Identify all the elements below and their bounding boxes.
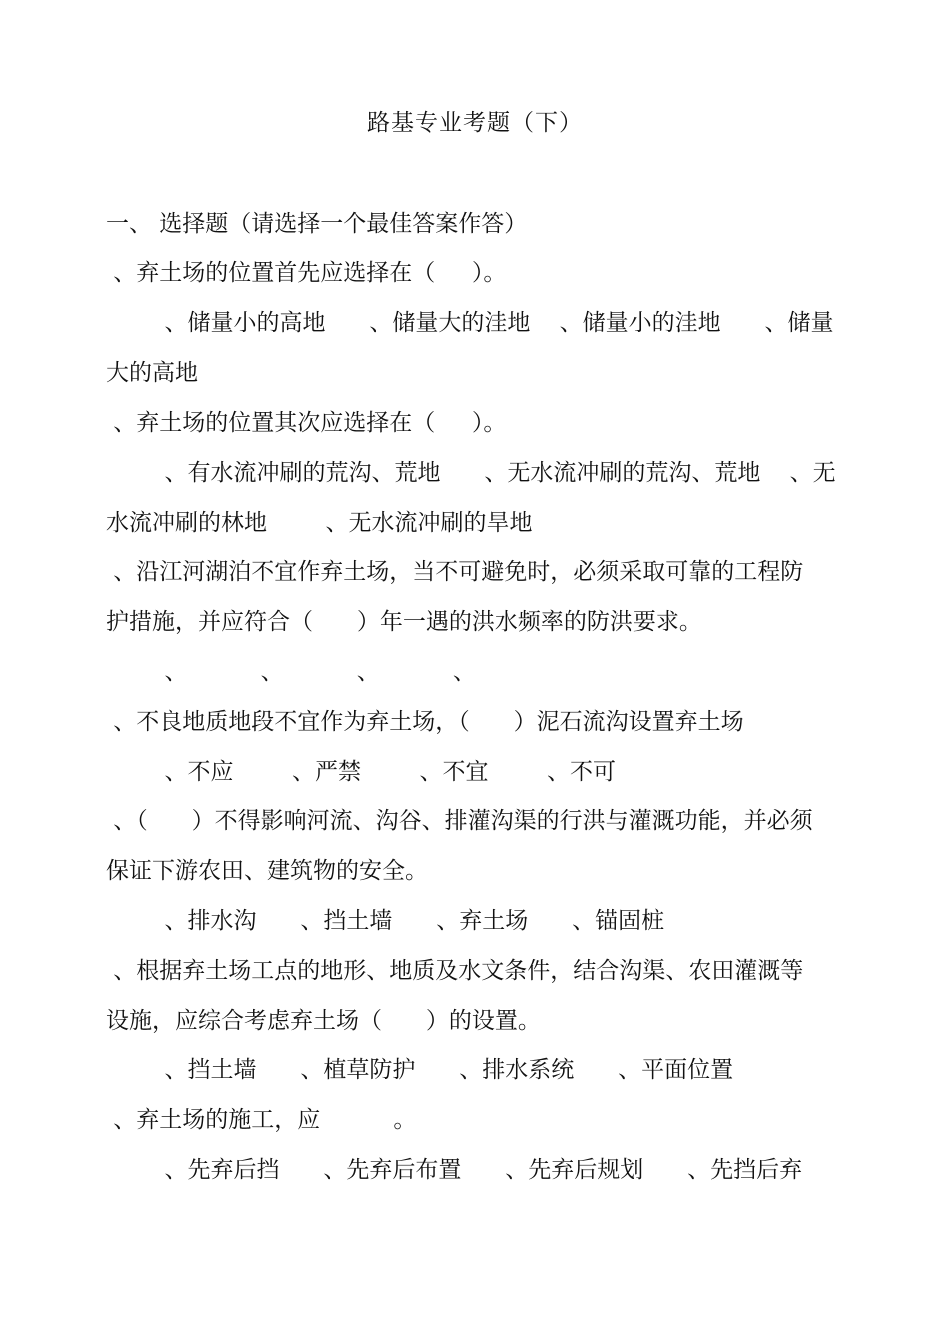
question-7-options-line-1: 、先弃后挡 、先弃后布置 、先弃后规划 、先挡后弃 bbox=[106, 1157, 803, 1183]
question-6-options-line-1: 、挡土墙 、植草防护 、排水系统 、平面位置 bbox=[106, 1057, 734, 1083]
question-5-stem-line-1: 、（ ）不得影响河流、沟谷、排灌沟渠的行洪与灌溉功能，并必须 bbox=[106, 808, 813, 834]
question-2-stem: 、弃土场的位置其次应选择在（ ）。 bbox=[106, 410, 507, 436]
question-3-options-line-1: 、 、 、 、 bbox=[106, 659, 476, 685]
question-3-stem-line-2: 护措施，并应符合（ ）年一遇的洪水频率的防洪要求。 bbox=[106, 609, 702, 635]
page-title: 路基专业考题（下） bbox=[367, 110, 583, 136]
question-4-options-line-1: 、不应 、严禁 、不宜 、不可 bbox=[106, 759, 616, 785]
question-6-stem-line-2: 设施，应综合考虑弃土场（ ）的设置。 bbox=[106, 1008, 541, 1034]
section-heading: 一、 选择题（请选择一个最佳答案作答） bbox=[106, 211, 528, 237]
question-5-options-line-1: 、排水沟 、挡土墙 、弃土场 、锚固桩 bbox=[106, 908, 665, 934]
question-5-stem-line-2: 保证下游农田、建筑物的安全。 bbox=[106, 858, 428, 884]
question-1-options-line-1: 、储量小的高地 、储量大的洼地 、储量小的洼地 、储量 bbox=[106, 310, 834, 336]
question-3-stem-line-1: 、沿江河湖泊不宜作弃土场，当不可避免时，必须采取可靠的工程防 bbox=[106, 559, 804, 585]
question-6-stem-line-1: 、根据弃土场工点的地形、地质及水文条件，结合沟渠、农田灌溉等 bbox=[106, 958, 804, 984]
question-4-stem: 、不良地质地段不宜作为弃土场，（ ）泥石流沟设置弃土场 bbox=[106, 709, 744, 735]
question-7-stem: 、弃土场的施工，应 。 bbox=[106, 1107, 417, 1133]
question-2-options-line-1: 、有水流冲刷的荒沟、荒地 、无水流冲刷的荒沟、荒地 、无 bbox=[106, 460, 836, 486]
question-2-options-line-2: 水流冲刷的林地 、无水流冲刷的旱地 bbox=[106, 510, 533, 536]
question-1-stem: 、弃土场的位置首先应选择在（ ）。 bbox=[106, 260, 507, 286]
question-1-options-line-2: 大的高地 bbox=[106, 360, 198, 386]
